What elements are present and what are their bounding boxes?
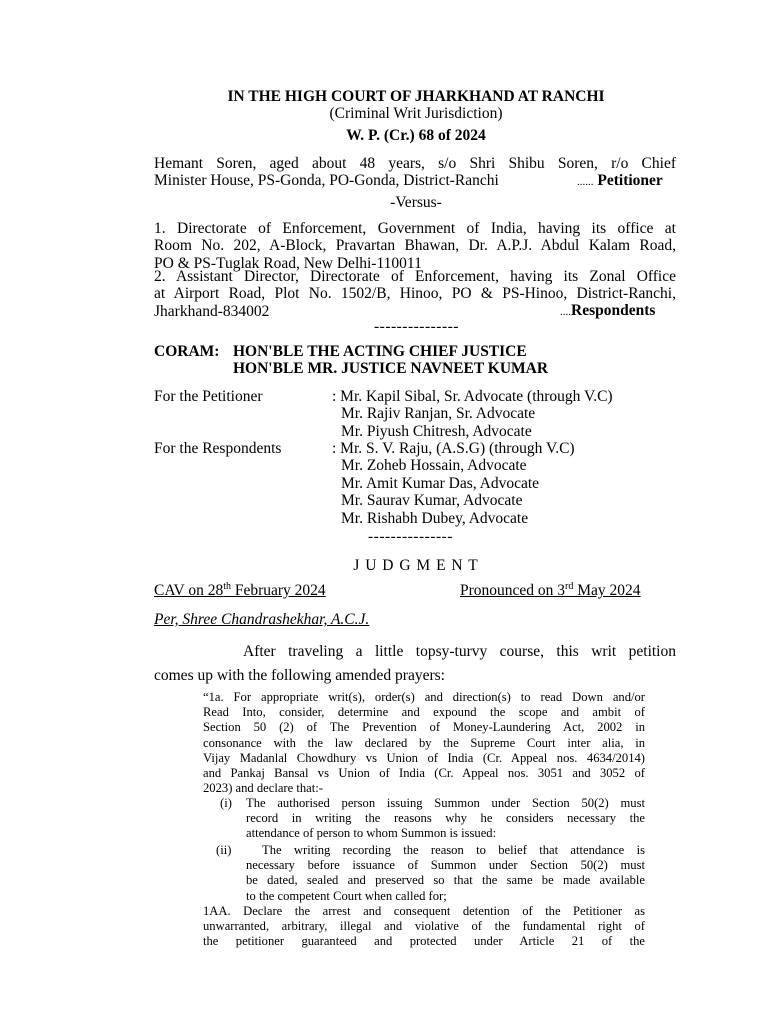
court-title: IN THE HIGH COURT OF JHARKHAND AT RANCHI xyxy=(227,88,605,105)
prayer-line: “1a. For appropriate writ(s), order(s) and direction(s) to read Down and/or xyxy=(203,690,645,704)
pron-prefix: Pronounced on 3 xyxy=(460,582,566,599)
petitioner-counsel-list xyxy=(332,388,613,440)
body-line-2: comes up with the following amended prayers: xyxy=(154,667,445,684)
counsel-name: : Mr. Kapil Sibal, Sr. Advocate (through V.C) xyxy=(332,388,613,405)
judgment-title: J U D G M E N T xyxy=(353,557,479,574)
divider-1: --------------- xyxy=(374,318,459,335)
item-line: record in writing the reasons why he considers necessary the xyxy=(246,811,645,826)
coram-label: CORAM: xyxy=(154,343,220,360)
respondent-2-line: 2. Assistant Director, Directorate of Enforcement, having its Zonal Office xyxy=(154,268,676,285)
respondent-2-line: Jharkhand-834002 xyxy=(154,302,270,320)
body-line-1: After traveling a little topsy-turvy course, this writ petition xyxy=(243,643,676,660)
petitioner-role xyxy=(577,172,663,190)
respondents-counsel-label: For the Respondents xyxy=(154,440,282,457)
counsel-name: Mr. Piyush Chitresh, Advocate xyxy=(341,422,532,440)
item-i-text xyxy=(246,796,645,842)
item-ii-number: (ii) xyxy=(216,843,232,857)
respondents-role xyxy=(560,302,655,320)
counsel-name: Mr. Saurav Kumar, Advocate xyxy=(341,492,523,510)
counsel-name: : Mr. S. V. Raju, (A.S.G) (through V.C) xyxy=(332,440,575,457)
respondent-1-line: PO & PS-Tuglak Road, New Delhi-110011 xyxy=(154,254,422,272)
cav-prefix: CAV on 28 xyxy=(154,582,224,599)
prayer-line: 2023) and declare that:- xyxy=(203,781,323,796)
item-line: be dated, sealed and preserved so that the same be made available xyxy=(246,873,645,888)
coram-judge-1: HON'BLE THE ACTING CHIEF JUSTICE xyxy=(233,343,527,360)
prayer-line: and Pankaj Bansal vs Union of India (Cr. Appeal nos. 3051 and 3052 of xyxy=(203,766,645,781)
prayer-line: Vijay Madanlal Chowdhury vs Union of India (Cr. Appeal nos. 4634/2014) xyxy=(203,750,645,765)
prayer-line: the petitioner guaranteed and protected under Article 21 of the xyxy=(203,934,645,949)
petitioner-dots: ...... xyxy=(577,176,594,188)
counsel-name: Mr. Zoheb Hossain, Advocate xyxy=(341,457,527,475)
case-number: W. P. (Cr.) 68 of 2024 xyxy=(346,127,486,144)
versus: -Versus- xyxy=(390,194,442,211)
coram-judge-2: HON'BLE MR. JUSTICE NAVNEET KUMAR xyxy=(233,360,549,377)
petitioner-line-1: Hemant Soren, aged about 48 years, s/o Shri Shibu Soren, r/o Chief xyxy=(154,155,676,172)
item-line: necessary before issuance of Summon under Section 50(2) must xyxy=(246,858,645,873)
divider-2: --------------- xyxy=(368,528,453,545)
respondent-1 xyxy=(154,220,676,272)
pronounced-date xyxy=(460,582,641,600)
respondent-1-line: Room No. 202, A-Block, Pravartan Bhawan, Dr. A.P.J. Abdul Kalam Road, xyxy=(154,237,676,255)
item-line: The authorised person issuing Summon under Section 50(2) must xyxy=(246,796,645,810)
item-ii-text xyxy=(246,843,645,904)
item-line: to the competent Court when called for; xyxy=(246,888,447,903)
counsel-name: Mr. Rishabh Dubey, Advocate xyxy=(341,509,529,527)
prayer-line: consonance with the law declared by the Supreme Court inter alia, in xyxy=(203,735,645,750)
item-i-number: (i) xyxy=(220,796,232,810)
cav-sup: th xyxy=(223,580,231,592)
respondent-1-line: 1. Directorate of Enforcement, Government of India, having its office at xyxy=(154,220,676,237)
prayer-line: 1AA. Declare the arrest and consequent detention of the Petitioner as xyxy=(203,904,645,918)
item-line: The writing recording the reason to belief that attendance is xyxy=(262,843,645,857)
item-line: attendance of person to whom Summon is issued: xyxy=(246,826,497,841)
prayer-line: Read Into, consider, determine and expound the scope and ambit of xyxy=(203,705,645,720)
cav-suffix: February 2024 xyxy=(230,582,326,599)
counsel-name: Mr. Rajiv Ranjan, Sr. Advocate xyxy=(341,405,536,423)
petitioner-line-2: Minister House, PS-Gonda, PO-Gonda, District-Ranchi xyxy=(154,172,499,189)
respondents-dots: .... xyxy=(560,306,571,318)
prayer-line: Section 50 (2) of The Prevention of Money-Laundering Act, 2002 in xyxy=(203,720,645,735)
prayer-1aa xyxy=(203,904,645,950)
respondent-2-line: at Airport Road, Plot No. 1502/B, Hinoo, PO & PS-Hinoo, District-Ranchi, xyxy=(154,285,676,303)
counsel-name: Mr. Amit Kumar Das, Advocate xyxy=(341,474,540,492)
prayer-line: unwarranted, arbitrary, illegal and violative of the fundamental right of xyxy=(203,919,645,934)
respondents-role-label: Respondents xyxy=(571,302,656,319)
respondents-counsel-list xyxy=(332,440,575,527)
pron-suffix: May 2024 xyxy=(573,582,641,599)
jurisdiction: (Criminal Writ Jurisdiction) xyxy=(329,105,503,122)
cav-date xyxy=(154,582,326,600)
prayer-1a xyxy=(203,690,645,796)
pron-sup: rd xyxy=(565,580,574,592)
petitioner-counsel-label: For the Petitioner xyxy=(154,388,263,405)
per-author: Per, Shree Chandrashekhar, A.C.J. xyxy=(154,611,370,628)
petitioner-role-label: Petitioner xyxy=(597,172,663,189)
